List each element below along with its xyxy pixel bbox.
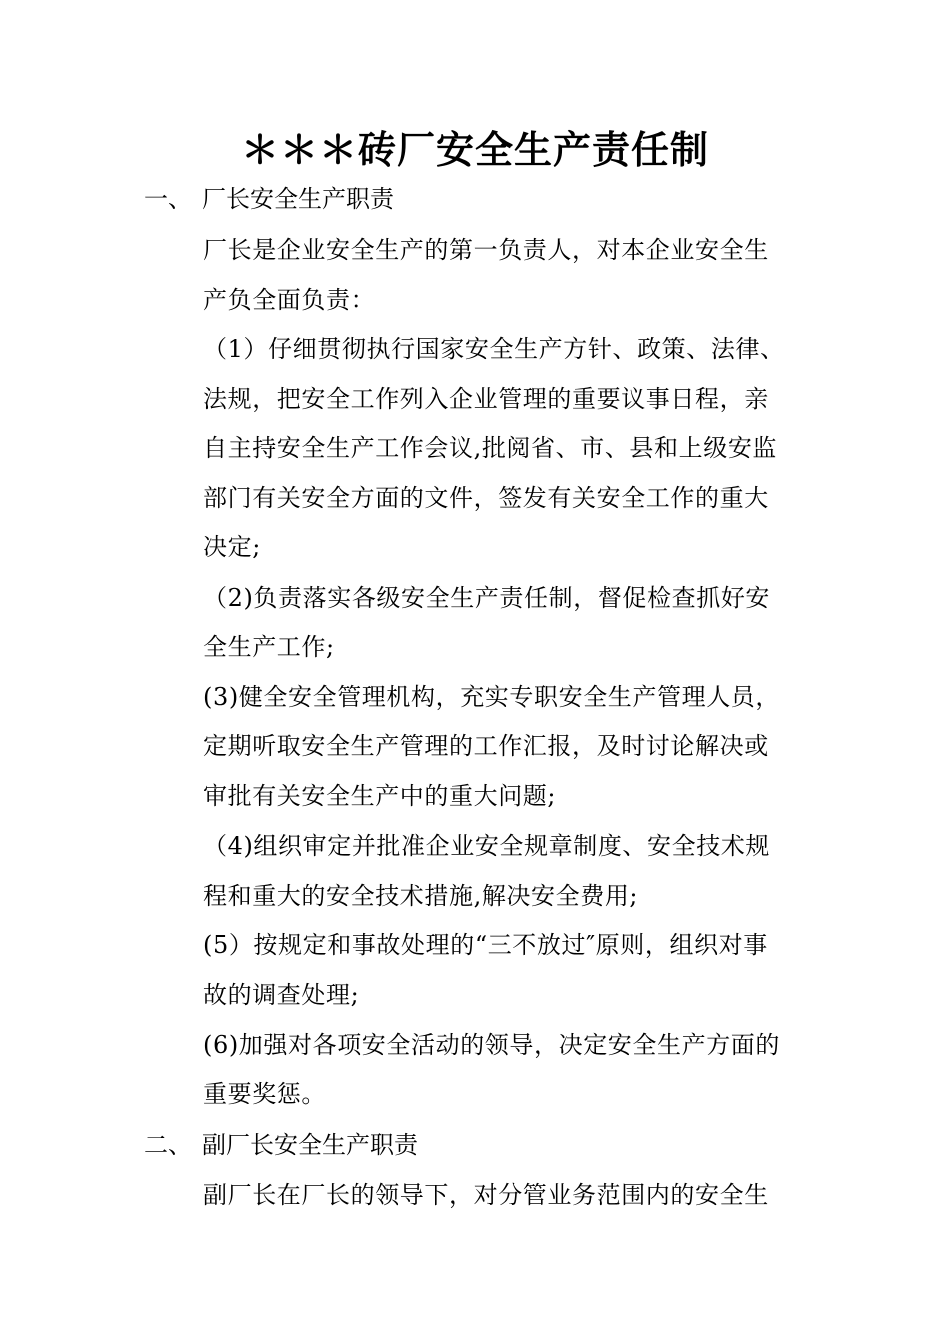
paragraph-line: 副厂长在厂长的领导下，对分管业务范围内的安全生 — [203, 1181, 769, 1209]
paragraph-line: (6)加强对各项安全活动的领导，决定安全生产方面的 — [203, 1031, 780, 1059]
section-2-number: 二、 — [144, 1131, 192, 1159]
paragraph-line: （4)组织审定并批准企业安全规章制度、安全技术规 — [203, 832, 771, 860]
paragraph-line: 重要奖惩。 — [203, 1080, 326, 1108]
paragraph-line: 法规，把安全工作列入企业管理的重要议事日程，亲 — [203, 385, 769, 413]
paragraph-line: 部门有关安全方面的文件，签发有关安全工作的重大 — [203, 484, 769, 512]
paragraph-line: 定期听取安全生产管理的工作汇报，及时讨论解决或 — [203, 732, 769, 760]
section-1-title: 厂长安全生产职责 — [202, 185, 394, 213]
paragraph-line: 自主持安全生产工作会议,批阅省、市、县和上级安监 — [203, 434, 778, 462]
section-2-heading — [144, 1127, 418, 1163]
document-title: ＊＊＊砖厂安全生产责任制 — [240, 127, 709, 172]
paragraph-line: 厂长是企业安全生产的第一负责人，对本企业安全生 — [203, 236, 769, 264]
paragraph-line: （1）仔细贯彻执行国家安全生产方针、政策、法律、 — [203, 335, 785, 363]
paragraph-line: （2)负责落实各级安全生产责任制，督促检查抓好安 — [203, 584, 771, 612]
section-1-number: 一、 — [144, 185, 192, 213]
paragraph-line: (3)健全安全管理机构，充实专职安全生产管理人员， — [203, 683, 780, 711]
section-1-heading — [144, 181, 394, 217]
paragraph-line: 故的调查处理; — [203, 981, 360, 1009]
section-2-title: 副厂长安全生产职责 — [202, 1131, 418, 1159]
paragraph-line: 决定; — [203, 533, 261, 561]
paragraph-line: 产负全面负责： — [203, 286, 376, 314]
paragraph-line: 全生产工作; — [203, 633, 335, 661]
paragraph-line: 程和重大的安全技术措施,解决安全费用; — [203, 882, 639, 910]
paragraph-line: 审批有关安全生产中的重大问题; — [203, 782, 557, 810]
paragraph-line: (5）按规定和事故处理的“三不放过″原则，组织对事 — [203, 931, 768, 959]
